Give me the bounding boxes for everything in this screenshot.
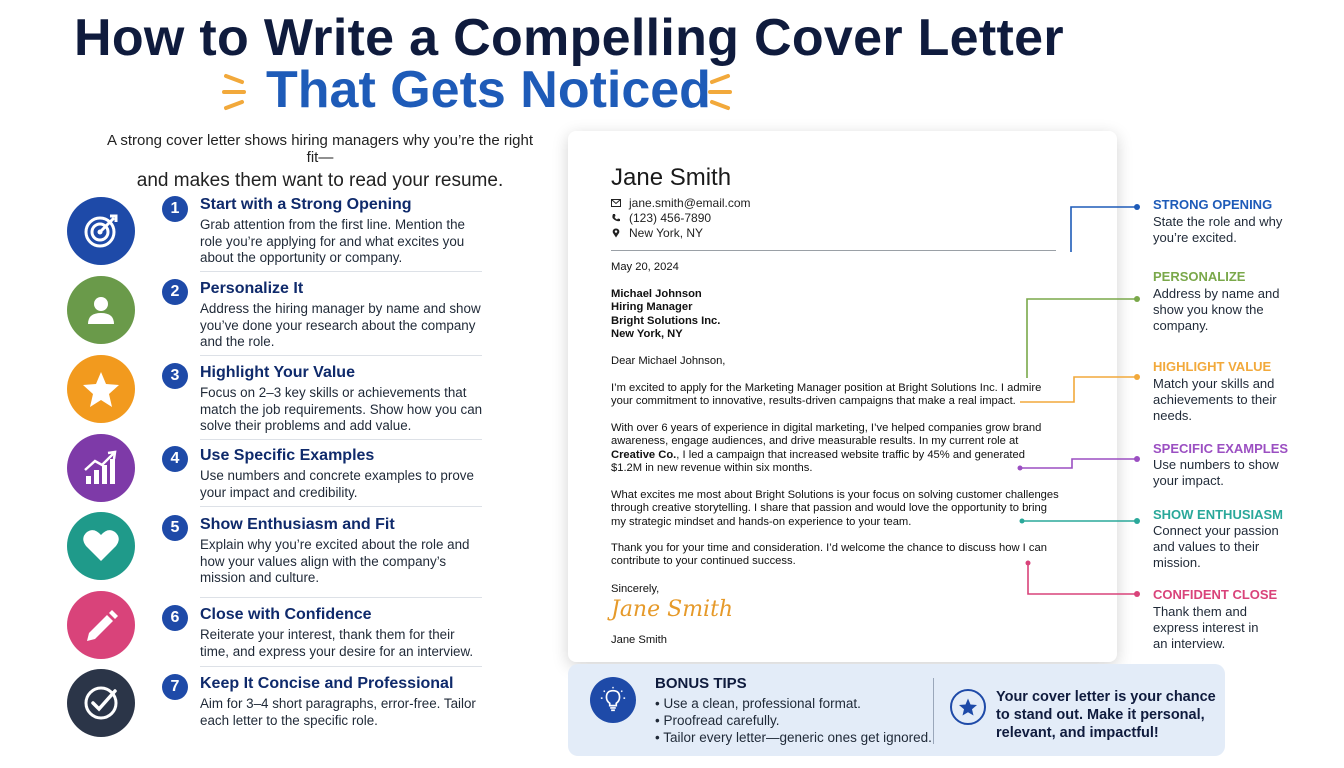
- paragraph-line: $1.2M in new revenue within six months.: [611, 462, 813, 475]
- connector-dot: [1134, 591, 1140, 597]
- annotation-specific-examples-title: SPECIFIC EXAMPLES: [1153, 441, 1289, 456]
- connector-dot: [1134, 204, 1140, 210]
- paragraph-line: Thank you for your time and consideration. I’d welcome the chance to discuss how I can: [611, 542, 1047, 554]
- step-description: Grab attention from the first line. Mention the role you’re applying for and what excites you about the opportunity or company.: [200, 217, 465, 265]
- lightbulb-icon: [590, 677, 636, 723]
- annotation-enthusiasm-title: SHOW ENTHUSIASM: [1153, 507, 1283, 522]
- paragraph-line: your commitment to innovative, results-driven campaigns that make a real impact.: [611, 395, 1016, 408]
- step-title: Start with a Strong Opening: [200, 196, 412, 213]
- divider: [200, 355, 482, 356]
- annotation-close-desc: Thank them and express interest in an interview.: [1153, 604, 1259, 651]
- recipient-line: Michael Johnson: [611, 288, 702, 300]
- annotation-personalize-desc: Address by name and show you know the company.: [1153, 286, 1280, 333]
- bonus-tips-panel: [568, 664, 1225, 756]
- annotation-close-title: CONFIDENT CLOSE: [1153, 587, 1278, 602]
- step-close: [200, 606, 485, 660]
- company-name: Creative Co.: [611, 448, 677, 461]
- connector-dot: [1134, 518, 1140, 524]
- recipient-line: Hiring Manager: [611, 301, 693, 314]
- letter-header-rule: [611, 250, 1056, 251]
- step-description: Reiterate your interest, thank them for their time, and express your desire for an interview.: [200, 627, 474, 659]
- paragraph-line: [611, 449, 1041, 462]
- paragraph-text: , I led a campaign that increased website traffic by 45% and generated: [676, 448, 1025, 461]
- paragraph-line: my strategic mindset and hands-on experience to your team.: [611, 515, 912, 528]
- letter-paragraph-3: [611, 489, 1059, 529]
- step-number: 3: [162, 363, 188, 389]
- bonus-tips-list: [655, 695, 932, 746]
- bonus-tip: • Proofread carefully.: [655, 712, 932, 729]
- annotation-highlight-value-title: HIGHLIGHT VALUE: [1153, 359, 1272, 374]
- recipient-line: New York, NY: [611, 328, 683, 341]
- step-opening: [200, 196, 485, 267]
- step-description: Explain why you’re excited about the role and how your values align with the company’s mission and culture.: [200, 537, 470, 585]
- paragraph-line: What excites me most about Bright Solutions is your focus on solving customer challenges: [611, 489, 1059, 501]
- step-enthusiasm: [200, 516, 485, 587]
- step-title: Personalize It: [200, 280, 304, 297]
- paragraph-line: contribute to your continued success.: [611, 555, 796, 568]
- growth-chart-icon: [67, 434, 135, 502]
- subtitle-line-1: A strong cover letter shows hiring managers why you’re the right fit—: [106, 132, 534, 166]
- letter-location: [611, 226, 703, 240]
- paragraph-line: through creative storytelling. I share that passion and would love the opportunity to bring: [611, 502, 1047, 515]
- step-concise: [200, 675, 485, 729]
- paragraph-line: awareness, engage audiences, and drive measurable results. In my current role at: [611, 435, 1019, 448]
- step-description: Address the hiring manager by name and show you’ve done your research about the company and the role.: [200, 301, 481, 349]
- step-description: Aim for 3–4 short paragraphs, error-free. Tailor each letter to the specific role.: [200, 696, 476, 728]
- step-title: Use Specific Examples: [200, 447, 375, 464]
- bonus-tips-title: BONUS TIPS: [655, 675, 747, 692]
- letter-recipient: [611, 288, 720, 342]
- letter-signed-name: Jane Smith: [611, 634, 667, 646]
- annotation-enthusiasm-desc: Connect your passion and values to their mission.: [1153, 523, 1279, 570]
- letter-closing: Sincerely,: [611, 583, 660, 595]
- page-title: How to Write a Compelling Cover Letter: [74, 9, 1064, 67]
- spark-left-icon: [222, 70, 250, 114]
- cover-letter-sample: [568, 131, 1117, 662]
- connector-dot: [1134, 296, 1140, 302]
- spark-right-icon: [704, 70, 732, 114]
- annotation-personalize-title: PERSONALIZE: [1153, 269, 1246, 284]
- letter-salutation: Dear Michael Johnson,: [611, 355, 726, 367]
- step-number: 1: [162, 196, 188, 222]
- step-number: 4: [162, 446, 188, 472]
- divider: [200, 597, 482, 598]
- divider: [200, 506, 482, 507]
- bonus-tip: • Use a clean, professional format.: [655, 695, 932, 712]
- step-description: Use numbers and concrete examples to prove your impact and credibility.: [200, 468, 474, 500]
- letter-signature: Jane Smith: [611, 597, 734, 622]
- email-text: jane.smith@email.com: [629, 196, 751, 210]
- letter-phone: [611, 211, 711, 225]
- page-subtitle: [100, 132, 540, 192]
- letter-date: May 20, 2024: [611, 261, 679, 273]
- step-personalize: [200, 280, 485, 351]
- connector-dot: [1134, 456, 1140, 462]
- page-title-highlight: That Gets Noticed: [266, 61, 711, 119]
- step-description: Focus on 2–3 key skills or achievements that match the job requirements. Show how you can solve their problems and add value.: [200, 385, 483, 433]
- annotation-specific-examples-desc: Use numbers to show your impact.: [1153, 457, 1279, 488]
- step-number: 6: [162, 605, 188, 631]
- divider: [200, 666, 482, 667]
- heart-icon: [67, 512, 135, 580]
- star-badge-icon: [950, 689, 986, 725]
- step-title: Highlight Your Value: [200, 364, 355, 381]
- bonus-divider: [933, 678, 934, 744]
- bonus-tip: • Tailor every letter—generic ones get ignored.: [655, 729, 932, 746]
- divider: [200, 439, 482, 440]
- step-number: 7: [162, 674, 188, 700]
- step-highlight-value: [200, 364, 485, 435]
- step-number: 2: [162, 279, 188, 305]
- pencil-icon: [67, 591, 135, 659]
- letter-paragraph-2: [611, 422, 1041, 476]
- letter-paragraph-4: [611, 542, 1047, 569]
- annotation-strong-opening-desc: State the role and why you’re excited.: [1153, 214, 1283, 245]
- target-icon: [67, 197, 135, 265]
- star-icon: [67, 355, 135, 423]
- letter-email: [611, 196, 751, 210]
- bonus-message: Your cover letter is your chance to stand out. Make it personal, relevant, and impactful!: [996, 689, 1216, 741]
- location-text: New York, NY: [629, 226, 704, 240]
- annotation-highlight-value-desc: Match your skills and achievements to their needs.: [1153, 376, 1277, 423]
- location-pin-icon: [611, 228, 621, 238]
- subtitle-line-2: and makes them want to read your resume.: [136, 170, 504, 191]
- envelope-icon: [611, 198, 621, 208]
- connector-dot: [1134, 374, 1140, 380]
- checkmark-icon: [67, 669, 135, 737]
- annotation-strong-opening-title: STRONG OPENING: [1153, 197, 1273, 212]
- person-icon: [67, 276, 135, 344]
- phone-icon: [611, 213, 621, 223]
- step-title: Keep It Concise and Professional: [200, 675, 454, 692]
- step-title: Close with Confidence: [200, 606, 372, 623]
- letter-sender-name: Jane Smith: [611, 164, 732, 191]
- paragraph-line: I’m excited to apply for the Marketing Manager position at Bright Solutions Inc. I admire: [611, 382, 1042, 394]
- paragraph-line: With over 6 years of experience in digital marketing, I’ve helped companies grow brand: [611, 422, 1042, 434]
- step-number: 5: [162, 515, 188, 541]
- step-title: Show Enthusiasm and Fit: [200, 516, 395, 533]
- phone-text: (123) 456-7890: [629, 211, 712, 225]
- recipient-line: Bright Solutions Inc.: [611, 314, 721, 327]
- letter-paragraph-1: [611, 382, 1041, 409]
- step-specific-examples: [200, 447, 485, 501]
- divider: [200, 271, 482, 272]
